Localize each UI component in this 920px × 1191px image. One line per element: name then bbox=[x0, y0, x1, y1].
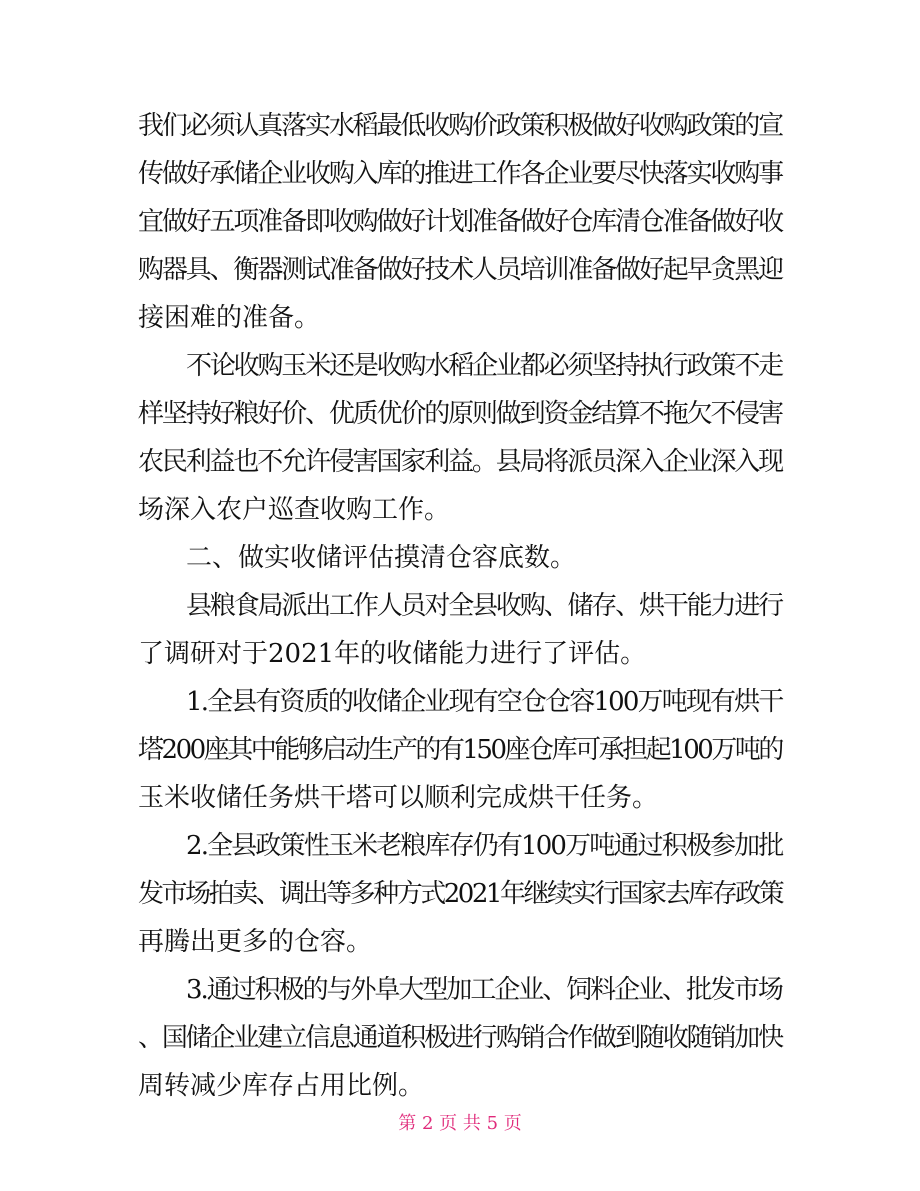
paragraph-1-line-5: 接困难的准备。 bbox=[138, 303, 321, 333]
paragraph-2-line-3: 农民利益也不允许侵害国家利益。县局将派员深入企业深入现 bbox=[138, 447, 783, 477]
paragraph-6-line-2: 发市场拍卖、调出等多种方式2021年继续实行国家去库存政策 bbox=[138, 879, 783, 909]
paragraph-5-line-3: 玉米收储任务烘干塔可以顺利完成烘干任务。 bbox=[138, 783, 659, 813]
paragraph-2-line-2: 样坚持好粮好价、优质优价的原则做到资金结算不拖欠不侵害 bbox=[138, 399, 783, 429]
paragraph-7-line-1: 3.通过积极的与外阜大型加工企业、饲料企业、批发市场 bbox=[186, 975, 782, 1005]
paragraph-7-line-3: 周转减少库存占用比例。 bbox=[138, 1071, 425, 1101]
paragraph-1-line-3: 宜做好五项准备即收购做好计划准备做好仓库清仓准备做好收 bbox=[138, 207, 783, 237]
paragraph-6-line-3: 再腾出更多的仓容。 bbox=[138, 927, 373, 957]
paragraph-4-line-2: 了调研对于2021年的收储能力进行了评估。 bbox=[138, 639, 647, 669]
section-heading: 二、做实收储评估摸清仓容底数。 bbox=[186, 543, 577, 573]
paragraph-2-line-4: 场深入农户巡查收购工作。 bbox=[138, 495, 451, 525]
paragraph-4-line-1: 县粮食局派出工作人员对全县收购、储存、烘干能力进行 bbox=[186, 591, 783, 621]
paragraph-6-line-1: 2.全县政策性玉米老粮库存仍有100万吨通过积极参加批 bbox=[186, 831, 783, 861]
paragraph-5-line-2: 塔200座其中能够启动生产的有150座仓库可承担起100万吨的 bbox=[138, 735, 782, 765]
paragraph-1-line-1: 我们必须认真落实水稻最低收购价政策积极做好收购政策的宣 bbox=[138, 111, 783, 141]
paragraph-7-line-2: 、国储企业建立信息通道积极进行购销合作做到随收随销加快 bbox=[138, 1023, 783, 1053]
paragraph-2-line-1: 不论收购玉米还是收购水稻企业都必须坚持执行政策不走 bbox=[186, 351, 783, 381]
page-number-footer: 第 2 页 共 5 页 bbox=[398, 1113, 522, 1134]
paragraph-1-line-2: 传做好承储企业收购入库的推进工作各企业要尽快落实收购事 bbox=[138, 159, 783, 189]
paragraph-1-line-4: 购器具、衡器测试准备做好技术人员培训准备做好起早贪黑迎 bbox=[138, 255, 783, 285]
paragraph-5-line-1: 1.全县有资质的收储企业现有空仓仓容100万吨现有烘干 bbox=[186, 687, 783, 717]
